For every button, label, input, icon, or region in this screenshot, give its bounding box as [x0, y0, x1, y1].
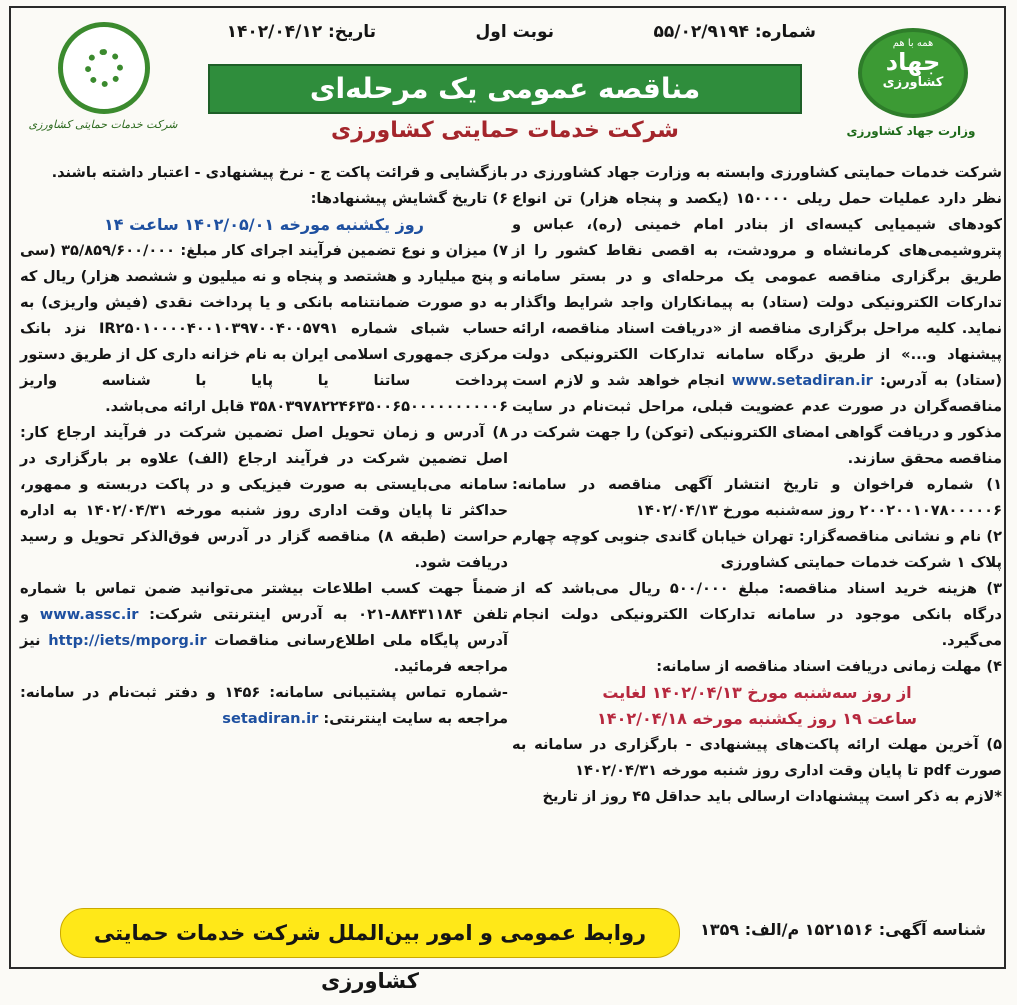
notice-round: نوبت اول	[475, 22, 554, 42]
item-3: ۳) هزینه خرید اسناد مناقصه: مبلغ ۵۰۰/۰۰۰ ریال می‌باشد که از درگاه بانکی موجود در سامانه تدارکات الکترونیکی دولت انجام می‌گیرد.	[512, 580, 1002, 649]
item-4-date-to: ساعت ۱۹ روز یکشنبه مورخه ۱۴۰۲/۰۴/۱۸	[597, 709, 917, 728]
item-6: ۶) تاریخ گشایش پیشنهادها:	[310, 190, 508, 207]
setadiran-link[interactable]: setadiran.ir	[222, 710, 319, 727]
left-column	[20, 160, 508, 732]
header-meta	[196, 14, 816, 58]
item-8: ۸) آدرس و زمان تحویل اصل تضمین شرکت در فرآیند ارجاع کار: اصل تضمین شرکت در فرآیند ارجاع (الف) علاوه بر بارگزاری در سامانه می‌بایستی به صورت فیزیکی و در پاکت دربسته و ممهور، حداکثر تا پایان وقت اداری روز شنبه مورخه ۱۴۰۲/۰۴/۳۱ به اداره حراست (طبقه ۸) مناقصه گزار در آدرس فوق‌الذکر تحویل و رسید دریافت شود.	[20, 424, 508, 571]
ministry-logo-caption: وزارت جهاد کشاورزی	[846, 124, 976, 138]
notice-number: شماره: ۵۵/۰۲/۹۱۹۴	[653, 22, 816, 42]
item-6-date: روز یکشنبه مورخه ۱۴۰۲/۰۵/۰۱ ساعت ۱۴	[104, 215, 424, 234]
notice-subtitle: شرکت خدمات حمایتی کشاورزی	[331, 118, 679, 143]
item-4-date-from: از روز سه‌شنبه مورخ ۱۴۰۲/۰۴/۱۳ لغایت	[602, 683, 912, 702]
ministry-logo-icon: همه با هم جهاد کشاورزی	[858, 28, 968, 118]
notice-title: مناقصه عمومی یک مرحله‌ای	[208, 64, 802, 114]
intro-text: شرکت خدمات حمایتی کشاورزی وابسته به وزارت جهاد کشاورزی در نظر دارد عملیات حمل ریلی ۱۵۰۰۰۰ (یکصد و پنجاه هزار) تن انواع کودهای شیمیایی کیسه‌ای از بنادر امام خمینی (ره)، عباس و پتروشیمی‌های کرمانشاه و مرودشت، به اقصی نقاط کشور را از طریق برگزاری مناقصه عمومی یک مرحله‌ای و در بستر سامانه تدارکات الکترونیکی دولت (ستاد) به پیمانکاران واجد شرایط واگذار نماید. کلیه مراحل برگزاری مناقصه از «دریافت اسناد مناقصه، ارائه پیشنهاد و...» از طریق درگاه سامانه تدارکات الکترونیکی دولت (ستاد) به آدرس: www.setadiran.ir انجام خواهد شد و لازم است مناقصه‌گران در صورت عدم عضویت قبلی، مراحل ثبت‌نام در سایت مذکور و دریافت گواهی امضای الکترونیکی (توکن) را جهت شرکت در مناقصه محقق سازند.	[512, 164, 1002, 467]
footer-banner: روابط عمومی و امور بین‌الملل شرکت خدمات حمایتی کشاورزی	[60, 908, 680, 958]
validity-note: *لازم به ذکر است پیشنهادات ارسالی باید حداقل ۴۵ روز از تاریخ	[542, 788, 1002, 805]
company-logo-icon	[58, 22, 150, 114]
support-text: -شماره تماس پشتیبانی سامانه: ۱۴۵۶ و دفتر ثبت‌نام در سامانه: مراجعه به سایت اینترنتی: setadiran.ir	[20, 684, 508, 727]
item-4: ۴) مهلت زمانی دریافت اسناد مناقصه از سامانه:	[656, 658, 1002, 675]
notice-date: تاریخ: ۱۴۰۲/۰۴/۱۲	[226, 22, 376, 42]
assc-link[interactable]: www.assc.ir	[39, 606, 139, 623]
info-text: ضمناً جهت کسب اطلاعات بیشتر می‌توانید ضمن تماس با شماره تلفن ۸۸۴۳۱۱۸۴-۰۲۱ به آدرس اینترنتی شرکت: www.assc.ir و آدرس پایگاه ملی اطلاع‌رسانی مناقصات http://iets/mporg.ir نیز مراجعه فرمائید.	[20, 580, 509, 675]
company-logo-caption: شرکت خدمات حمایتی کشاورزی	[28, 118, 178, 131]
item-1: ۱) شماره فراخوان و تاریخ انتشار آگهی مناقصه در سامانه: ۲۰۰۲۰۰۱۰۷۸۰۰۰۰۰۶ روز سه‌شنبه مورخ ۱۴۰۲/۰۴/۱۳	[512, 476, 1002, 519]
item-5: ۵) آخرین مهلت ارائه پاکت‌های پیشنهادی - بارگزاری در سامانه به صورت pdf تا پایان وقت اداری روز شنبه مورخه ۱۴۰۲/۰۴/۳۱	[512, 736, 1002, 779]
validity-note-cont: بازگشایی و قرائت پاکت ج - نرخ پیشنهادی - اعتبار داشته باشند.	[51, 164, 508, 181]
setad-link[interactable]: www.setadiran.ir	[731, 372, 873, 389]
item-2: ۲) نام و نشانی مناقصه‌گزار: تهران خیابان گاندی جنوبی کوچه چهارم پلاک ۱ شرکت خدمات حمایتی کشاورزی	[512, 528, 1002, 571]
item-7: ۷) میزان و نوع تضمین فرآیند اجرای کار مبلغ: ۳۵/۸۵۹/۶۰۰/۰۰۰ (سی و پنج میلیارد و هشتصد و پنجاه و نه میلیون و ششصد هزار) ریال که به دو صورت ضمانتنامه بانکی و یا پرداخت نقدی (فیش واریزی) به حساب شبای شماره IR۲۵۰۱۰۰۰۰۴۰۰۱۰۳۹۷۰۰۴۰۰۵۷۹۱ نزد بانک مرکزی جمهوری اسلامی ایران به نام خزانه داری کل از طریق دستور پرداخت ساتنا یا پایا با شناسه واریز ۳۵۸۰۳۹۷۸۲۲۴۶۳۵۰۰۶۵۰۰۰۰۰۰۰۰۰۰۶ قابل ارائه می‌باشد.	[20, 242, 509, 415]
notice-id: شناسه آگهی: ۱۵۲۱۵۱۶ م/الف: ۱۳۵۹	[700, 920, 986, 939]
right-column	[512, 160, 1002, 810]
iets-link[interactable]: http://iets/mporg.ir	[48, 632, 207, 649]
